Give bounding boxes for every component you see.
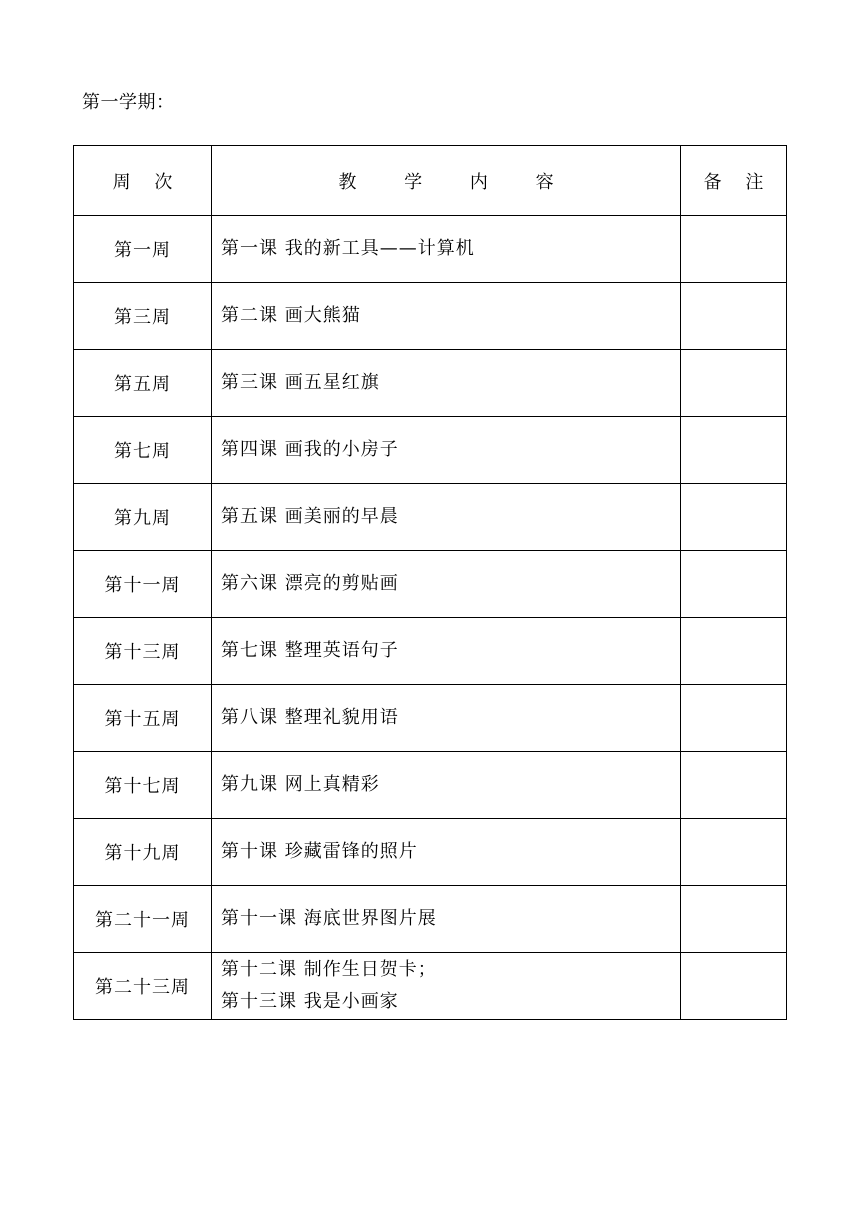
- table-row: [74, 350, 787, 417]
- lesson-title: 第五课 画美丽的早晨: [221, 506, 399, 527]
- note-cell: [681, 819, 787, 886]
- week-cell: 第十九周: [74, 819, 212, 886]
- lesson-content-cell: [212, 216, 681, 283]
- note-cell: [681, 618, 787, 685]
- week-cell: 第十一周: [74, 551, 212, 618]
- semester-title: 第一学期：: [82, 92, 175, 113]
- note-cell: [681, 886, 787, 953]
- table-row: [74, 551, 787, 618]
- table-row: [74, 216, 787, 283]
- lesson-title: 第二课 画大熊猫: [221, 305, 361, 326]
- week-cell: 第一周: [74, 216, 212, 283]
- lesson-title: 第七课 整理英语句子: [221, 640, 399, 661]
- note-cell: [681, 350, 787, 417]
- lesson-title: 第九课 网上真精彩: [221, 774, 380, 795]
- table-row: [74, 283, 787, 350]
- lesson-content-cell: [212, 350, 681, 417]
- week-cell: 第九周: [74, 484, 212, 551]
- week-cell: 第十七周: [74, 752, 212, 819]
- lesson-title: 第六课 漂亮的剪贴画: [221, 573, 399, 594]
- lesson-content-cell: [212, 886, 681, 953]
- lesson-content-cell: [212, 685, 681, 752]
- table-row: [74, 819, 787, 886]
- note-cell: [681, 953, 787, 1020]
- table-row: [74, 417, 787, 484]
- header-content: 教 学 内 容: [212, 146, 681, 216]
- note-cell: [681, 417, 787, 484]
- note-cell: [681, 216, 787, 283]
- teaching-schedule-table: [73, 145, 787, 1020]
- header-note: 备 注: [681, 146, 787, 216]
- week-cell: 第三周: [74, 283, 212, 350]
- lesson-content-cell: [212, 484, 681, 551]
- note-cell: [681, 551, 787, 618]
- note-cell: [681, 685, 787, 752]
- lesson-content-cell: [212, 752, 681, 819]
- note-cell: [681, 484, 787, 551]
- table-row: [74, 752, 787, 819]
- week-cell: 第七周: [74, 417, 212, 484]
- lesson-title: 第八课 整理礼貌用语: [221, 707, 399, 728]
- note-cell: [681, 752, 787, 819]
- table-row: [74, 886, 787, 953]
- lesson-content-cell: [212, 551, 681, 618]
- table-header-row: [74, 146, 787, 216]
- week-cell: 第五周: [74, 350, 212, 417]
- header-week: 周 次: [74, 146, 212, 216]
- table-body: [74, 216, 787, 1020]
- table-row: [74, 618, 787, 685]
- week-cell: 第二十三周: [74, 953, 212, 1020]
- lesson-content-cell: [212, 819, 681, 886]
- table-row: [74, 484, 787, 551]
- week-cell: 第二十一周: [74, 886, 212, 953]
- lesson-content-cell: [212, 618, 681, 685]
- note-cell: [681, 283, 787, 350]
- lesson-title: 第十二课 制作生日贺卡；: [221, 959, 437, 980]
- lesson-content-cell: [212, 283, 681, 350]
- week-cell: 第十三周: [74, 618, 212, 685]
- table-row: [74, 685, 787, 752]
- lesson-content-cell: [212, 953, 681, 1020]
- week-cell: 第十五周: [74, 685, 212, 752]
- lesson-title: 第一课 我的新工具——计算机: [221, 238, 475, 259]
- lesson-title: 第十课 珍藏雷锋的照片: [221, 841, 418, 862]
- lesson-title: 第十一课 海底世界图片展: [221, 908, 437, 929]
- lesson-title: 第十三课 我是小画家: [221, 991, 399, 1012]
- table-row: [74, 953, 787, 1020]
- lesson-content-cell: [212, 417, 681, 484]
- lesson-title: 第四课 画我的小房子: [221, 439, 399, 460]
- lesson-title: 第三课 画五星红旗: [221, 372, 380, 393]
